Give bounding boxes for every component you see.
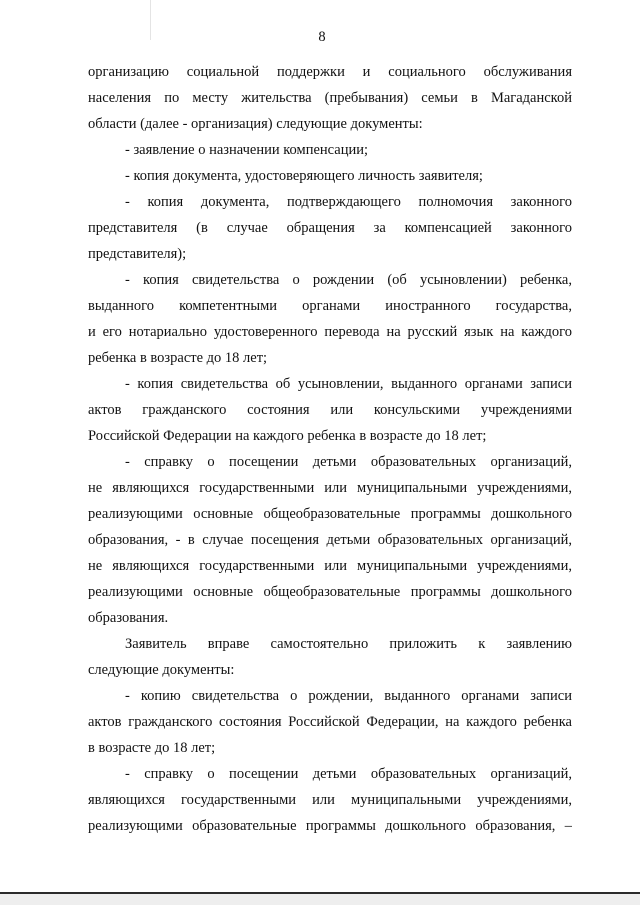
text-line: актов гражданского состояния или консульскими учреждениями bbox=[88, 402, 572, 418]
text-line: образования. bbox=[88, 610, 169, 626]
list-item-representative-authority-copy bbox=[88, 189, 572, 267]
text-line: образования, - в случае посещения детьми образовательных организаций, bbox=[88, 532, 572, 548]
paragraph-optional-documents-intro bbox=[88, 631, 572, 683]
text-line: не являющихся государственными или муниципальными учреждениями, bbox=[88, 480, 572, 496]
text-line: Российской Федерации на каждого ребенка в возрасте до 18 лет; bbox=[88, 428, 487, 444]
text-line: - копия документа, подтверждающего полномочия законного bbox=[125, 194, 572, 210]
text-line: - заявление о назначении компенсации; bbox=[125, 142, 369, 158]
list-item-state-kindergarten-certificate bbox=[88, 761, 572, 839]
list-item-adoption-certificate-copy bbox=[88, 371, 572, 449]
list-item-birth-certificate-copy bbox=[88, 683, 572, 761]
text-line: - справку о посещении детьми образовательных организаций, bbox=[125, 454, 572, 470]
text-line: - копия свидетельства об усыновлении, выданного органами записи bbox=[125, 376, 572, 392]
text-line: - справку о посещении детьми образовательных организаций, bbox=[125, 766, 572, 782]
list-item-nonstate-kindergarten-certificate bbox=[88, 449, 572, 631]
text-line: актов гражданского состояния Российской Федерации, на каждого ребенка bbox=[88, 714, 572, 730]
text-line: - копию свидетельства о рождении, выданного органами записи bbox=[125, 688, 572, 704]
text-line: представителя (в случае обращения за компенсацией законного bbox=[88, 220, 572, 236]
text-line: следующие документы: bbox=[88, 662, 235, 678]
scan-bottom-margin bbox=[0, 894, 640, 905]
text-line: Заявитель вправе самостоятельно приложить к заявлению bbox=[125, 636, 572, 652]
text-line: выданного компетентными органами иностранного государства, bbox=[88, 298, 572, 314]
text-line: реализующими основные общеобразовательные программы дошкольного bbox=[88, 584, 572, 600]
text-line: в возрасте до 18 лет; bbox=[88, 740, 216, 756]
text-line: населения по месту жительства (пребывания) семьи в Магаданской bbox=[88, 90, 572, 106]
text-line: и его нотариально удостоверенного перевода на русский язык на каждого bbox=[88, 324, 572, 340]
list-item-compensation-application bbox=[88, 137, 572, 163]
text-line: области (далее - организация) следующие документы: bbox=[88, 116, 423, 132]
text-line: реализующими образовательные программы дошкольного образования, – bbox=[88, 818, 572, 834]
list-item-foreign-birth-certificate-copy bbox=[88, 267, 572, 371]
paragraph-documents-intro bbox=[88, 59, 572, 137]
list-item-identity-document-copy bbox=[88, 163, 572, 189]
text-line: ребенка в возрасте до 18 лет; bbox=[88, 350, 268, 366]
page-number: 8 bbox=[318, 29, 326, 45]
text-line: не являющихся государственными или муниципальными учреждениями, bbox=[88, 558, 572, 574]
text-line: реализующими основные общеобразовательные программы дошкольного bbox=[88, 506, 572, 522]
document-body bbox=[88, 59, 572, 839]
text-line: представителя); bbox=[88, 246, 187, 262]
text-line: - копия свидетельства о рождении (об усыновлении) ребенка, bbox=[125, 272, 572, 288]
text-line: являющихся государственными или муниципальными учреждениями, bbox=[88, 792, 572, 808]
text-line: - копия документа, удостоверяющего личность заявителя; bbox=[125, 168, 483, 184]
text-line: организацию социальной поддержки и социального обслуживания bbox=[88, 64, 572, 80]
